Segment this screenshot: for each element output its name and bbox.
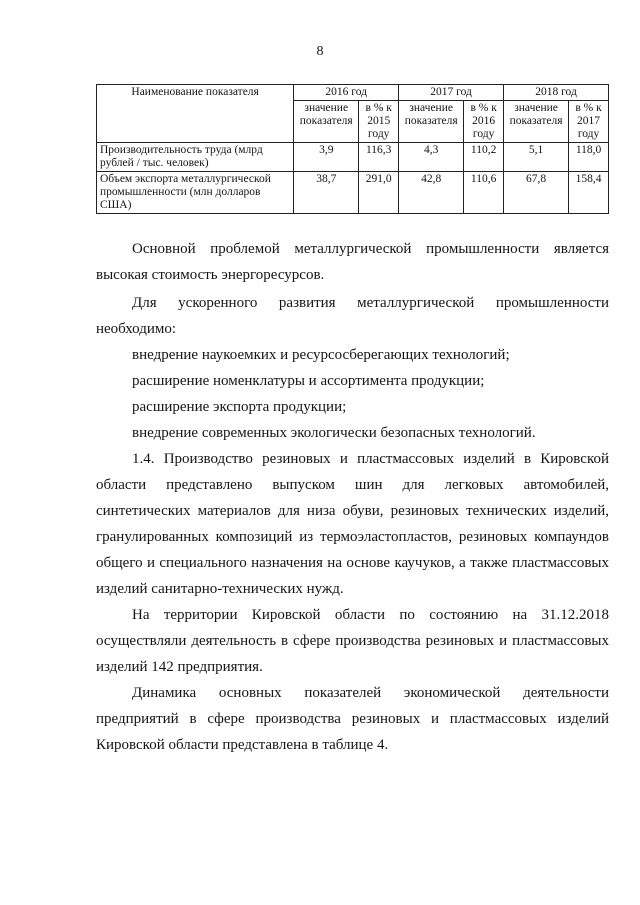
table-cell: 110,2 bbox=[464, 143, 504, 172]
table-subheader-value: значение показателя bbox=[504, 101, 569, 143]
table-row bbox=[97, 143, 609, 172]
table-header-year: 2018 год bbox=[504, 85, 609, 101]
body-text-line: предприятий в сфере производства резиновых и пластмассовых изделий bbox=[96, 711, 609, 727]
table-cell: 4,3 bbox=[399, 143, 464, 172]
body-text-line: области представлено выпуском шин для легковых автомобилей, bbox=[96, 477, 609, 493]
table-header-year: 2017 год bbox=[399, 85, 504, 101]
table-cell: 116,3 bbox=[359, 143, 399, 172]
table-cell: 291,0 bbox=[359, 172, 399, 214]
body-text-line: изделий 142 предприятия. bbox=[96, 659, 263, 675]
body-text-line: гранулированных композиций из термоэластопластов, резиновых компаундов bbox=[96, 529, 609, 545]
table-subheader-value: значение показателя bbox=[399, 101, 464, 143]
body-text-line: Основной проблемой металлургической промышленности является bbox=[132, 241, 609, 257]
body-text-line: изделий санитарно-технических нужд. bbox=[96, 581, 344, 597]
list-item: расширение номенклатуры и ассортимента продукции; bbox=[132, 373, 485, 389]
table-subheader-pct: в % к 2016 году bbox=[464, 101, 504, 143]
list-item: расширение экспорта продукции; bbox=[132, 399, 347, 415]
body-text-line: 1.4. Производство резиновых и пластмассовых изделий в Кировской bbox=[132, 451, 609, 467]
indicators-table bbox=[96, 84, 609, 214]
table-cell: 67,8 bbox=[504, 172, 569, 214]
table-header-name: Наименование показателя bbox=[97, 85, 294, 143]
body-text-line: необходимо: bbox=[96, 321, 177, 337]
table-cell: 38,7 bbox=[294, 172, 359, 214]
table-row bbox=[97, 172, 609, 214]
table-cell: 3,9 bbox=[294, 143, 359, 172]
body-text-line: Кировской области представлена в таблице 4. bbox=[96, 737, 389, 753]
body-text-line: высокая стоимость энергоресурсов. bbox=[96, 267, 325, 283]
table-row-label: Объем экспорта металлургической промышленности (млн долларов США) bbox=[97, 172, 294, 214]
body-text-line: синтетических материалов для низа обуви, резиновых технических изделий, bbox=[96, 503, 609, 519]
list-item: внедрение современных экологически безопасных технологий. bbox=[132, 425, 536, 441]
table-row-label: Производительность труда (млрд рублей / тыс. человек) bbox=[97, 143, 294, 172]
table-cell: 42,8 bbox=[399, 172, 464, 214]
body-text-line: осуществляли деятельность в сфере производства резиновых и пластмассовых bbox=[96, 633, 609, 649]
table-subheader-value: значение показателя bbox=[294, 101, 359, 143]
table-cell: 118,0 bbox=[569, 143, 609, 172]
table-cell: 158,4 bbox=[569, 172, 609, 214]
table-subheader-pct: в % к 2017 году bbox=[569, 101, 609, 143]
body-text-line: Для ускоренного развития металлургической промышленности bbox=[132, 295, 609, 311]
body-text-line: Динамика основных показателей экономической деятельности bbox=[132, 685, 609, 701]
table-header-row bbox=[97, 85, 609, 101]
table-subheader-pct: в % к 2015 году bbox=[359, 101, 399, 143]
list-item: внедрение наукоемких и ресурсосберегающих технологий; bbox=[132, 347, 510, 363]
table-cell: 5,1 bbox=[504, 143, 569, 172]
body-text-line: общего и специального назначения на основе каучуков, а также пластмассовых bbox=[96, 555, 609, 571]
table-header-year: 2016 год bbox=[294, 85, 399, 101]
table-cell: 110,6 bbox=[464, 172, 504, 214]
page-number: 8 bbox=[316, 44, 324, 59]
body-text-line: На территории Кировской области по состоянию на 31.12.2018 bbox=[132, 607, 609, 623]
